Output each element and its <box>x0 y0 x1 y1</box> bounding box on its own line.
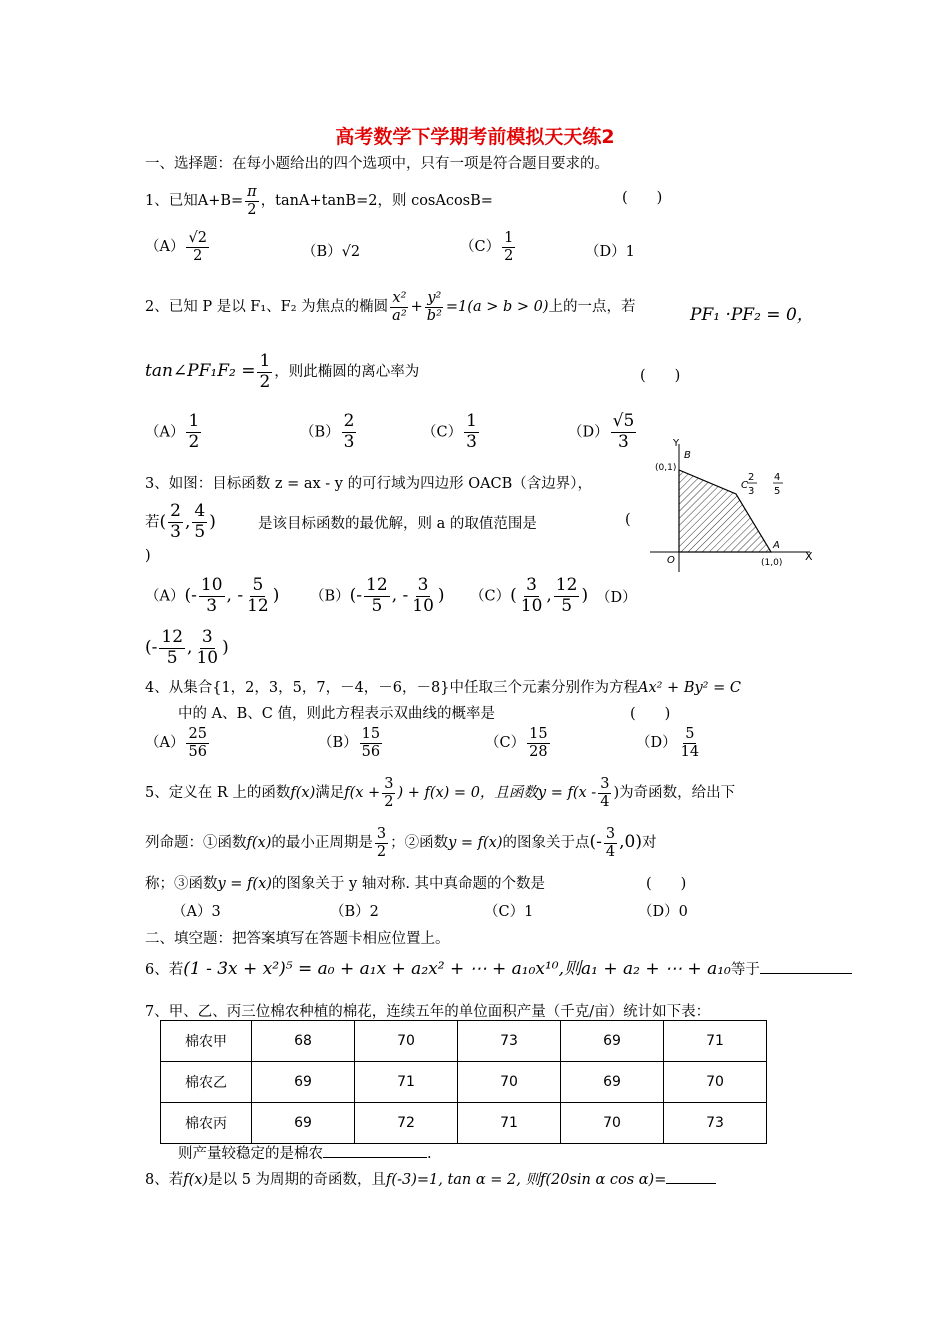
q5-text: ；②函数 <box>390 835 449 852</box>
frac-den: 3 <box>466 431 477 452</box>
table-cell: 68 <box>252 1021 355 1062</box>
frac <box>382 776 395 810</box>
frac <box>245 576 271 616</box>
q8-label: 8、若 <box>145 1172 184 1188</box>
q1-fraction-pi-over-2 <box>245 184 259 218</box>
q5-expr: ,0) <box>619 832 642 853</box>
frac-num: 3 <box>376 826 387 842</box>
q5-expr: y = f(x - <box>537 785 597 802</box>
q1-option-a: （A） <box>145 239 185 256</box>
q5-expr: f(x + <box>344 785 381 802</box>
q2-option-b-label: （B） <box>300 424 340 441</box>
y-axis-label: Y <box>673 438 680 449</box>
q4-option-c-label: （C） <box>485 735 526 752</box>
frac-den: 5 <box>194 521 206 542</box>
q3-option-a: （A）(- $\frac{10}{3}$ , - $\frac{5}{12}$ ) <box>145 575 280 616</box>
point-b-coord: (0,1) <box>655 463 677 473</box>
frac-den: 10 <box>196 647 219 668</box>
q2-option-c-label: （C） <box>422 424 463 441</box>
frac-den: b² <box>426 307 442 324</box>
frac-den: 14 <box>680 743 700 760</box>
frac-den: 2 <box>504 247 514 264</box>
q8-answer-blank[interactable] <box>666 1169 716 1184</box>
frac-num: 1 <box>188 411 200 431</box>
frac <box>527 726 549 760</box>
frac-den: 10 <box>520 595 543 616</box>
frac-num: 4 <box>194 501 206 521</box>
quadrilateral-oacb <box>679 470 771 552</box>
frac-num: √5 <box>612 411 635 431</box>
frac <box>375 826 388 860</box>
frac-num: 3 <box>201 627 213 647</box>
frac-den: 10 <box>412 595 434 616</box>
frac-num: 15 <box>529 726 548 742</box>
x-axis-label: X <box>805 550 813 563</box>
row-header: 棉农甲 <box>161 1021 252 1062</box>
q2-frac-y2-b2 <box>425 290 444 324</box>
q2-option-c <box>422 412 481 452</box>
q2-half <box>257 352 272 392</box>
q5-text: 列命题：①函数 <box>145 835 247 852</box>
q4-option-d-label: （D） <box>636 735 677 752</box>
frac-den: 2 <box>193 247 203 264</box>
frac-num: 2 <box>343 411 355 431</box>
table-cell: 70 <box>355 1021 458 1062</box>
q5-option-c: （C）1 <box>484 904 534 920</box>
table-row <box>161 1062 767 1103</box>
frac-den: 5 <box>166 647 178 668</box>
q1-option-a-fraction <box>186 230 208 264</box>
q2-frac-x2-a2 <box>390 290 408 324</box>
table-cell: 73 <box>458 1021 561 1062</box>
frac-num: 1 <box>504 230 514 246</box>
q2-tan-expr: tan∠PF₁F₂ = <box>145 361 256 382</box>
table-cell: 71 <box>355 1062 458 1103</box>
frac-num: 3 <box>605 826 616 842</box>
frac <box>364 576 390 616</box>
q2-dot-product: PF₁ ·PF₂ = 0， <box>690 305 814 325</box>
frac-den: 3 <box>206 595 218 616</box>
q1-option-b <box>302 240 360 261</box>
table-cell: 72 <box>355 1103 458 1144</box>
q3-point-y <box>192 502 207 542</box>
q1-option-c-fraction <box>502 230 515 264</box>
table-cell: 70 <box>458 1062 561 1103</box>
frac-den: 3 <box>170 521 181 542</box>
q5-text: 的图象关于点 <box>502 835 590 852</box>
point-a-label: A <box>773 540 780 551</box>
q7-answer-blank[interactable] <box>323 1143 427 1158</box>
frac <box>519 576 545 616</box>
frac <box>410 576 436 616</box>
table-row <box>161 1021 767 1062</box>
q4-stem-part: 4、从集合{1，2，3，5，7，－4，－6，－8}中任取三个元素分别作为方程 <box>145 680 638 696</box>
q8-fx: f(x) <box>183 1172 209 1188</box>
frac <box>598 776 611 810</box>
q8-text: 是以 5 为周期的奇函数，且 <box>208 1172 387 1188</box>
table-cell: 70 <box>561 1103 664 1144</box>
frac-num: 12 <box>555 575 578 595</box>
q1-option-c-label: （C） <box>460 239 501 256</box>
frac-num: 12 <box>161 627 184 647</box>
q5-expr: (- <box>589 832 602 853</box>
q2-answer-paren: ( ) <box>640 368 681 384</box>
frac-num: 10 <box>200 575 223 595</box>
q4-option-c <box>485 726 552 760</box>
frac-num: √2 <box>188 230 207 246</box>
question-1-stem <box>145 184 493 218</box>
point-b-label: B <box>684 450 691 461</box>
frac-den: 28 <box>529 743 548 760</box>
frac-num: 3 <box>526 575 537 595</box>
frac-den: 56 <box>188 743 207 760</box>
q3-point: ( $\frac{2}{3}$ , $\frac{4}{5}$ ) <box>159 501 216 542</box>
frac-num: 3 <box>417 575 429 595</box>
q1-option-b-label: （B） <box>302 244 342 260</box>
q1-option-d: （D）1 <box>585 244 635 260</box>
q6-expression: (1 - 3x + x²)⁵ = a₀ + a₁x + a₂x² + ⋯ + a₁₀x¹⁰,则a₁ + a₂ + ⋯ + a₁₀ <box>183 959 731 979</box>
q2-option-b-frac <box>342 412 357 452</box>
frac-num: π <box>247 184 257 200</box>
frac-den: 2 <box>247 201 257 218</box>
frac-den: 12 <box>247 595 269 616</box>
frac-num: 25 <box>188 726 207 742</box>
frac-den: 2 <box>376 843 387 860</box>
q2-option-b <box>300 412 358 452</box>
q4-option-b <box>318 726 384 760</box>
q5-expr: y = f(x) <box>217 876 272 892</box>
q3-option-d-label: （D） <box>596 590 637 606</box>
q1-options <box>145 230 211 264</box>
q3-stem-b: 是该目标函数的最优解，则 a 的取值范围是 <box>258 516 537 532</box>
q3-option-b-label: （B） <box>310 588 350 605</box>
frac-den: 3 <box>343 431 355 452</box>
frac-den: 4 <box>600 793 610 810</box>
q3-paren-close: ) <box>145 548 151 564</box>
frac <box>604 826 617 860</box>
q2-option-a <box>145 412 203 452</box>
question-5-line-2 <box>145 826 657 860</box>
q5-answer-paren: ( ) <box>646 876 687 892</box>
row-header: 棉农丙 <box>161 1103 252 1144</box>
frac <box>194 628 220 668</box>
frac <box>159 628 185 668</box>
q5-expr: ) + f(x) = 0，且函数 <box>397 785 538 802</box>
table-cell: 70 <box>664 1062 767 1103</box>
table-cell: 69 <box>252 1062 355 1103</box>
frac <box>360 726 382 760</box>
origin-label: O <box>667 555 675 566</box>
q3-point-x <box>168 502 183 542</box>
point-c-y-den: 5 <box>774 486 781 497</box>
point-c-x-den: 3 <box>748 486 755 497</box>
q7-tail: 则产量较稳定的是棉农 <box>178 1146 323 1162</box>
q1-option-b-value: √2 <box>341 244 361 260</box>
q3-option-c: （C）( $\frac{3}{10}$ , $\frac{12}{5}$ ) <box>470 575 589 616</box>
q4-answer-paren: ( ) <box>630 706 671 722</box>
q3-option-a-label: （A） <box>145 588 185 605</box>
table-cell: 69 <box>561 1021 664 1062</box>
point-c-x-num: 2 <box>748 472 755 483</box>
table-cell: 71 <box>664 1021 767 1062</box>
frac-num: 15 <box>361 726 381 742</box>
q6-answer-blank[interactable] <box>760 959 852 974</box>
q4-option-b-label: （B） <box>318 735 358 752</box>
point-c-label: C <box>741 480 748 491</box>
table-cell: 71 <box>458 1103 561 1144</box>
q5-option-b: （B）2 <box>330 904 379 920</box>
q2-tan-condition <box>145 352 419 392</box>
frac <box>679 726 701 760</box>
q4-option-a <box>145 726 211 760</box>
q7-period: . <box>427 1146 432 1162</box>
cotton-yield-table <box>160 1020 767 1144</box>
table-row <box>161 1103 767 1144</box>
q6-label: 6、若 <box>145 962 184 978</box>
question-5-line-1 <box>145 776 735 810</box>
q7-answer-line <box>178 1142 432 1163</box>
frac-den: a² <box>392 307 407 324</box>
question-5-line-3 <box>145 872 545 893</box>
question-3-stem: 3、如图：目标函数 z = ax - y 的可行域为四边形 OACB（含边界）， <box>145 476 593 492</box>
q1-answer-paren: ( ) <box>622 190 663 206</box>
q5-text: 满足 <box>315 785 345 802</box>
q2-option-d <box>568 412 638 452</box>
frac-num: 5 <box>685 726 695 742</box>
question-4-stem <box>145 676 741 697</box>
q1-stem-part: ，tanA+tanB=2，则 cosAcosB= <box>260 193 493 210</box>
q2-option-d-frac <box>611 412 637 452</box>
q4-option-d <box>636 726 703 760</box>
q8-expression: f(-3)=1, tan α = 2, 则f(20sin α cos α)= <box>386 1172 667 1188</box>
q5-option-d: （D）0 <box>638 904 688 920</box>
table-cell: 69 <box>252 1103 355 1144</box>
q6-tail: 等于 <box>730 962 760 978</box>
frac-num: 1 <box>466 411 477 431</box>
frac-num: y² <box>427 290 442 306</box>
frac <box>199 576 225 616</box>
q2-stem-part: 上的一点，若 <box>548 299 636 316</box>
q3-option-b: （B）(- $\frac{12}{5}$ , - $\frac{3}{10}$ ) <box>310 575 445 616</box>
q2-plus: + <box>410 299 423 316</box>
q1-option-c <box>460 230 517 264</box>
q3-paren-open: ( <box>625 512 631 528</box>
question-8 <box>145 1168 716 1189</box>
frac-num: 1 <box>259 351 271 371</box>
question-7-stem: 7、甲、乙、丙三位棉农种植的棉花，连续五年的单位面积产量（千克/亩）统计如下表： <box>145 1004 711 1020</box>
q2-option-c-frac <box>464 412 479 452</box>
q1-stem-part: 1、已知A+B= <box>145 193 244 210</box>
frac-num: x² <box>392 290 407 306</box>
q4-equation: Ax² + By² = C <box>637 680 741 696</box>
section-heading-fill: 二、填空题：把答案填写在答题卡相应位置上。 <box>145 931 450 947</box>
point-a-coord: (1,0) <box>761 558 783 568</box>
q5-text: 的图象关于 y 轴对称. 其中真命题的个数是 <box>271 876 546 892</box>
table-cell: 69 <box>561 1062 664 1103</box>
frac-den: 2 <box>384 793 394 810</box>
frac-den: 2 <box>259 371 271 392</box>
frac <box>554 576 580 616</box>
q2-stem-part: ，则此椭圆的离心率为 <box>274 364 420 381</box>
frac-den: 5 <box>371 595 383 616</box>
q3-ruo: 若 <box>145 514 160 531</box>
table-cell: 73 <box>664 1103 767 1144</box>
frac-den: 4 <box>605 843 616 860</box>
q5-text: 对 <box>642 835 657 852</box>
frac-den: 3 <box>618 431 629 452</box>
q5-text: )为奇函数，给出下 <box>613 785 736 802</box>
frac-den: 2 <box>188 431 200 452</box>
q5-option-a: （A）3 <box>172 904 221 920</box>
frac-den: 56 <box>361 743 381 760</box>
q3-optimal-point <box>145 502 216 542</box>
frac-num: 2 <box>170 501 181 521</box>
question-6 <box>145 954 852 979</box>
point-c-y-num: 4 <box>774 472 781 483</box>
q5-text: 的最小正周期是 <box>271 835 373 852</box>
q4-option-a-label: （A） <box>145 735 185 752</box>
q3-option-c-label: （C） <box>470 588 511 605</box>
q2-option-a-frac <box>186 412 201 452</box>
q3-option-d: (- $\frac{12}{5}$ , $\frac{3}{10}$ ) <box>145 627 229 668</box>
q2-option-d-label: （D） <box>568 424 609 441</box>
frac-num: 12 <box>366 575 388 595</box>
row-header: 棉农乙 <box>161 1062 252 1103</box>
q5-fx: f(x) <box>290 785 316 802</box>
frac-num: 3 <box>384 776 394 792</box>
frac <box>186 726 208 760</box>
q3-feasible-region-figure <box>645 432 825 577</box>
q2-ellipse-eq: =1(a > b > 0) <box>445 299 549 316</box>
frac-num: 5 <box>252 575 264 595</box>
q5-text: 5、定义在 R 上的函数 <box>145 785 291 802</box>
frac-den: 5 <box>561 595 573 616</box>
frac-num: 3 <box>600 776 610 792</box>
q4-stem-b: 中的 A、B、C 值，则此方程表示双曲线的概率是 <box>178 706 495 722</box>
page-title: 高考数学下学期考前模拟天天练2 <box>335 126 615 148</box>
question-2-stem <box>145 290 635 324</box>
q5-expr: y = f(x) <box>448 835 503 852</box>
q5-text: 称；③函数 <box>145 876 218 892</box>
q2-option-a-label: （A） <box>145 424 185 441</box>
q5-fx: f(x) <box>246 835 272 852</box>
section-heading-choice: 一、选择题：在每小题给出的四个选项中，只有一项是符合题目要求的。 <box>145 156 609 172</box>
q2-stem-part: 2、已知 P 是以 F₁、F₂ 为焦点的椭圆 <box>145 299 389 316</box>
